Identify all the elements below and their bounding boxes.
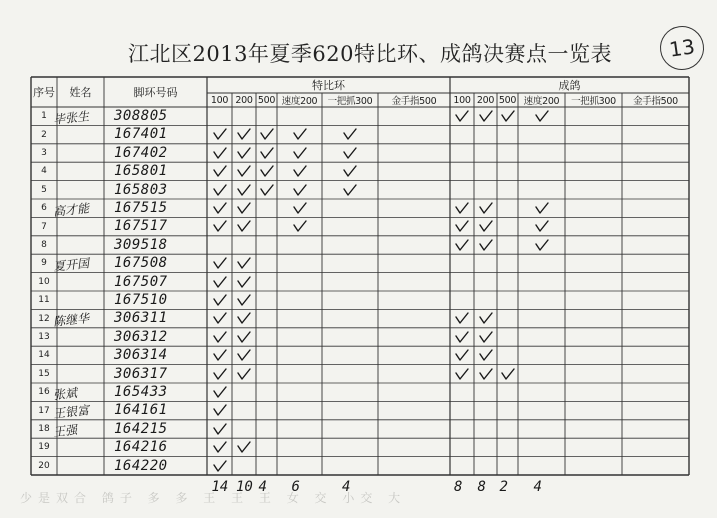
check-mark bbox=[479, 202, 493, 214]
owner-name: 夏开国 bbox=[52, 256, 90, 275]
check-mark bbox=[343, 184, 357, 196]
owner-name: 王银富 bbox=[52, 403, 90, 422]
ring-number: 306311 bbox=[114, 310, 168, 327]
check-mark bbox=[237, 294, 251, 306]
ring-number: 164215 bbox=[114, 420, 168, 437]
header-col-速度200: 速度200 bbox=[523, 96, 560, 107]
ring-number: 164161 bbox=[114, 402, 168, 419]
ring-number: 164220 bbox=[114, 457, 168, 474]
check-mark bbox=[293, 220, 307, 232]
row-seq: 13 bbox=[38, 331, 50, 342]
row-seq: 20 bbox=[38, 460, 50, 471]
check-mark bbox=[237, 220, 251, 232]
header-name: 姓名 bbox=[69, 86, 92, 99]
row-seq: 11 bbox=[38, 295, 50, 306]
ring-number: 167510 bbox=[114, 292, 168, 308]
header-group-adult-pigeon: 成鸽 bbox=[558, 79, 581, 92]
check-mark bbox=[213, 128, 227, 140]
row-seq: 8 bbox=[41, 239, 47, 250]
check-mark bbox=[213, 147, 227, 159]
check-mark bbox=[293, 147, 307, 159]
row-seq: 6 bbox=[41, 203, 47, 214]
check-mark bbox=[237, 202, 251, 214]
check-mark bbox=[213, 165, 227, 177]
check-mark bbox=[237, 147, 251, 159]
check-mark bbox=[260, 165, 274, 177]
check-mark bbox=[213, 184, 227, 196]
check-mark bbox=[213, 276, 227, 288]
column-total: 2 bbox=[499, 479, 508, 495]
check-mark bbox=[260, 184, 274, 196]
ring-number: 167401 bbox=[114, 126, 168, 143]
check-mark bbox=[213, 202, 227, 214]
row-seq: 17 bbox=[38, 405, 50, 416]
header-col-速度200: 速度200 bbox=[281, 96, 318, 107]
ring-number: 167402 bbox=[114, 144, 168, 161]
check-mark bbox=[237, 257, 251, 269]
check-mark bbox=[479, 239, 493, 251]
header-col-100: 100 bbox=[453, 94, 471, 106]
header-col-500: 500 bbox=[257, 94, 276, 106]
check-mark bbox=[479, 220, 493, 232]
header-col-金手指500: 金手指500 bbox=[391, 96, 437, 107]
check-mark bbox=[237, 184, 251, 196]
check-mark bbox=[501, 368, 515, 380]
owner-name: 王强 bbox=[52, 422, 78, 440]
check-mark bbox=[455, 368, 469, 380]
check-mark bbox=[213, 386, 227, 398]
check-mark bbox=[237, 128, 251, 140]
check-mark bbox=[455, 239, 469, 251]
header-seq: 序号 bbox=[33, 86, 55, 99]
row-seq: 12 bbox=[38, 313, 50, 324]
column-total: 8 bbox=[454, 479, 463, 495]
check-mark bbox=[343, 165, 357, 177]
check-mark bbox=[535, 239, 549, 251]
faint-bleedthrough-text: 少是双合 鸽子 多 多 王 王 王 女 交 小交 大 bbox=[20, 491, 407, 505]
header-col-一把抓300: 一把抓300 bbox=[571, 96, 616, 107]
row-seq: 14 bbox=[38, 350, 50, 361]
row-seq: 1 bbox=[41, 111, 47, 122]
ring-number: 167517 bbox=[114, 218, 168, 235]
header-col-一把抓300: 一把抓300 bbox=[327, 96, 373, 107]
ring-number: 165801 bbox=[114, 163, 168, 180]
ring-number: 308805 bbox=[114, 108, 168, 124]
owner-name: 陈继华 bbox=[52, 311, 90, 330]
check-mark bbox=[213, 312, 227, 324]
page-number-circle: 13 bbox=[657, 23, 707, 73]
check-mark bbox=[213, 404, 227, 416]
check-mark bbox=[293, 202, 307, 214]
ring-number: 309518 bbox=[114, 236, 168, 253]
check-mark bbox=[455, 220, 469, 232]
check-mark bbox=[237, 349, 251, 361]
check-mark bbox=[479, 349, 493, 361]
check-mark bbox=[237, 368, 251, 380]
check-mark bbox=[213, 257, 227, 269]
ring-number: 165433 bbox=[114, 384, 168, 400]
check-mark bbox=[455, 202, 469, 214]
check-mark bbox=[501, 110, 515, 122]
page-title: 江北区2013年夏季620特比环、成鸽决赛点一览表 bbox=[127, 42, 613, 66]
header-col-200: 200 bbox=[235, 94, 253, 106]
check-mark bbox=[237, 331, 251, 343]
header-col-200: 200 bbox=[476, 94, 495, 106]
check-mark bbox=[479, 312, 493, 324]
check-mark bbox=[479, 110, 493, 122]
check-mark bbox=[213, 423, 227, 435]
owner-name: 高才能 bbox=[52, 201, 90, 219]
check-mark bbox=[293, 184, 307, 196]
row-seq: 3 bbox=[41, 147, 47, 158]
check-mark bbox=[213, 349, 227, 361]
column-total: 4 bbox=[533, 479, 542, 495]
header-group-special-ring: 特比环 bbox=[312, 79, 345, 92]
check-mark bbox=[260, 128, 274, 140]
row-seq: 2 bbox=[41, 129, 47, 140]
ring-number: 167515 bbox=[114, 200, 168, 216]
owner-name: 毕张生 bbox=[52, 109, 90, 127]
check-mark bbox=[535, 202, 549, 214]
row-seq: 9 bbox=[41, 258, 47, 269]
check-mark bbox=[293, 165, 307, 177]
check-mark bbox=[455, 349, 469, 361]
check-mark bbox=[455, 312, 469, 324]
row-seq: 18 bbox=[38, 423, 50, 434]
row-seq: 16 bbox=[38, 387, 50, 398]
check-mark bbox=[455, 110, 469, 122]
row-seq: 7 bbox=[41, 221, 47, 232]
check-mark bbox=[213, 220, 227, 232]
header-ring: 脚环号码 bbox=[133, 86, 178, 99]
owner-name: 张斌 bbox=[52, 385, 78, 403]
check-mark bbox=[237, 165, 251, 177]
ring-number: 167508 bbox=[114, 255, 168, 272]
header-col-金手指500: 金手指500 bbox=[633, 96, 678, 107]
column-total: 4 bbox=[258, 479, 267, 495]
check-mark bbox=[343, 147, 357, 159]
column-total: 14 bbox=[211, 479, 229, 495]
ring-number: 164216 bbox=[114, 439, 168, 456]
ring-number: 306317 bbox=[114, 365, 168, 382]
column-total: 10 bbox=[236, 479, 253, 495]
check-mark bbox=[213, 460, 227, 472]
check-mark bbox=[237, 276, 251, 288]
check-mark bbox=[260, 147, 274, 159]
check-mark bbox=[479, 368, 493, 380]
check-mark bbox=[237, 441, 251, 453]
check-mark bbox=[535, 220, 549, 232]
check-mark bbox=[237, 312, 251, 324]
check-mark bbox=[343, 128, 357, 140]
column-total: 6 bbox=[291, 479, 300, 495]
check-mark bbox=[293, 128, 307, 140]
check-mark bbox=[455, 331, 469, 343]
header-col-500: 500 bbox=[498, 94, 517, 106]
header-col-100: 100 bbox=[210, 94, 229, 106]
ring-number: 167507 bbox=[114, 273, 168, 290]
ring-number: 306314 bbox=[114, 347, 168, 364]
ring-number: 306312 bbox=[114, 328, 168, 345]
check-mark bbox=[213, 368, 227, 380]
check-mark bbox=[213, 441, 227, 453]
check-mark bbox=[535, 110, 549, 122]
row-seq: 5 bbox=[41, 184, 47, 195]
check-mark bbox=[479, 331, 493, 343]
check-mark bbox=[213, 331, 227, 343]
row-seq: 10 bbox=[38, 276, 50, 287]
ring-number: 165803 bbox=[114, 181, 168, 198]
row-seq: 4 bbox=[41, 166, 47, 177]
row-seq: 15 bbox=[38, 368, 50, 379]
column-total: 8 bbox=[477, 479, 486, 495]
column-total: 4 bbox=[342, 479, 351, 495]
check-mark bbox=[213, 294, 227, 306]
row-seq: 19 bbox=[38, 442, 50, 453]
